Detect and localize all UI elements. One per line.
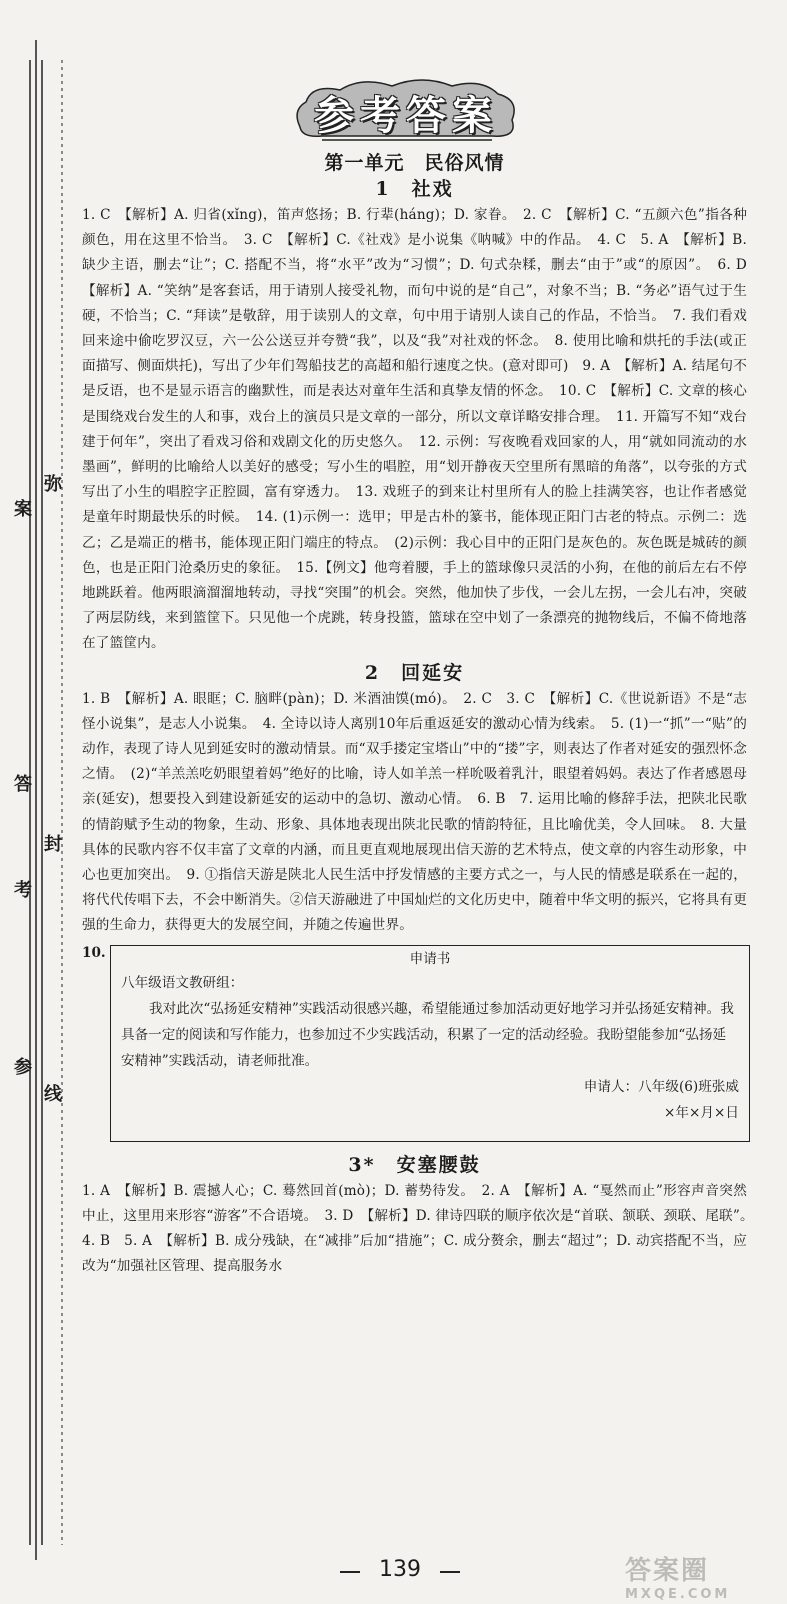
binding-char: 封 (44, 834, 62, 855)
lesson-title-1: 1 社戏 (375, 178, 454, 200)
binding-char: 弥 (44, 474, 62, 495)
application-body: 我对此次“弘扬延安精神”实践活动很感兴趣，希望能通过参加活动更好地学习并弘扬延安精神。我具备一定的阅读和写作能力，也参加过不少实践活动，积累了一定的活动经验。我盼望能参加“弘扬延安精神”实践活动，请老师批准。 (121, 1000, 734, 1069)
page-title: 参考答案 (314, 93, 498, 139)
unit-title: 第一单元 民俗风情 (324, 152, 505, 174)
page-title-banner (292, 72, 520, 144)
application-signature: 申请人：八年级(6)班张威 (583, 1078, 739, 1095)
watermark-text: 答案圈 (625, 1556, 710, 1586)
watermark-url: MXQE.COM (625, 1587, 731, 1602)
lesson-1-answers: 1. C 【解析】A. 归省(xǐng)，笛声悠扬；B. 行辈(háng)；D. 家眷。 2. C 【解析】C. “五颜六色”指各种颜色，用在这里不恰当。 3. C 【解析】C.《社戏》是小说集《呐喊》中的作品。 4. C 5. A 【解析】B. 缺少主语，删去“让”；C. 搭配不当，将“水平”改为“习惯”；D. 句式杂糅，删去“由于”或“的原因”。 6. D 【解析】A. “笑纳”是客套话，用于请别人接受礼物，而句中说的是“自己”，对象不当；B. “务必”语气过于生硬，不恰当；C. “拜读”是敬辞，用于读别人的文章，句中用于请别人读自己的作品，不恰当。 7. 我们看戏回来途中偷吃罗汉豆，六一公公送豆并夸赞“我”，以及“我”对社戏的怀念。 8. 使用比喻和烘托的手法(或正面描写、侧面烘托)，写出了少年们驾船技艺的高超和船行速度之快。(意对即可) 9. A 【解析】A. 结尾句不是反语，也不是显示语言的幽默性，而是表达对童年生活和真挚友情的怀念。 10. C 【解析】C. 文章的核心是围绕戏台发生的人和事，戏台上的演员只是文章的一部分，所以文章详略安排合理。 11. 开篇写不知“戏台建于何年”，突出了看戏习俗和戏剧文化的历史悠久。 12. 示例：写夜晚看戏回家的人，用“就如同流动的水墨画”，鲜明的比喻给人以美好的感受；写小生的唱腔，用“划开静夜天空里所有黑暗的角落”，以夸张的方式写出了小生的唱腔字正腔圆，富有穿透力。 13. 戏班子的到来让村里所有人的脸上挂满笑容，也让作者感觉是童年时期最快乐的时候。 14. (1)示例一：选甲；甲是古朴的篆书，能体现正阳门古老的特点。示例二：选乙；乙是端正的楷书，能体现正阳门端庄的特点。 (2)示例：我心目中的正阳门是灰色的。灰色既是城砖的颜色，也是正阳门沧桑历史的象征。 15.【例文】他弯着腰，手上的篮球像只灵活的小狗，在他的前后左右不停地跳跃着。他两眼滴溜溜地转动，寻找“突围”的机会。突然，他加快了步伐，一会儿左拐，一会儿右冲，突破了两层防线，来到篮筐下。只见他一个虎跳，转身投篮，篮球在空中划了一条漂亮的抛物线后，不偏不倚地落在了篮筐内。 (82, 207, 761, 652)
application-salutation: 八年级语文教研组： (121, 974, 244, 991)
binding-char: 参 (14, 1057, 32, 1078)
binding-char: 线 (44, 1084, 62, 1105)
binding-char: 答 (14, 774, 32, 795)
lesson-3-answers: 1. A 【解析】B. 震撼人心；C. 蓦然回首(mò)；D. 蓄势待发。 2. A 【解析】A. “戛然而止”形容声音突然中止，这里用来形容“游客”不合语境。 3. D 【解析】D. 律诗四联的顺序依次是“首联、颔联、颈联、尾联”。 4. B 5. A 【解析】B. 成分残缺，在“减排”后加“措施”；C. 成分赘余，删去“超过”；D. 动宾搭配不当，应改为“加强社区管理、提高服务水 (82, 1182, 761, 1275)
binding-char: 案 (14, 499, 32, 520)
binding-rules (0, 0, 80, 1600)
watermark-logo (625, 1550, 775, 1602)
question-number: 10. (82, 944, 106, 961)
question-10 (82, 945, 747, 1152)
lesson-title-3: 3* 安塞腰鼓 (348, 1153, 481, 1176)
lesson-title-2: 2 回延安 (364, 661, 465, 684)
application-title: 申请书 (409, 950, 451, 967)
binding-char: 考 (14, 880, 32, 901)
lesson-2-answers: 1. B 【解析】A. 眼眶；C. 脑畔(pàn)；D. 米酒油馍(mó)。 2. C 3. C 【解析】C.《世说新语》不是“志怪小说集”，是志人小说集。 4. 全诗以诗人离别10年后重返延安的激动心情为线索。 5. (1)一“抓”一“贴”的动作，表现了诗人见到延安时的激动情景。而“双手搂定宝塔山”中的“搂”字，则表达了作者对延安的强烈怀念之情。 (2)“羊羔羔吃奶眼望着妈”绝好的比喻，诗人如羊羔一样吮吸着乳汁，眼望着妈妈。表达了作者感恩母亲(延安)，想要投入到建设新延安的运动中的急切、激动心情。 6. B 7. 运用比喻的修辞手法，把陕北民歌的情韵赋予生动的物象，生动、形象、具体地表现出陕北民歌的情韵特征，且比喻优美，令人回味。 8. 大量具体的民歌内容不仅丰富了文章的内涵，而且更直观地展现出信天游的艺术特点，使文章的内容生动形象，中心也更加突出。 9. ①指信天游是陕北人民生活中抒发情感的主要方式之一，与人民的情感是联系在一起的，将代代传唱下去，不会中断消失。②信天游融进了中国灿烂的文化历史中，随着中华文明的振兴，它将具有更强的生命力，获得更大的发展空间，并随之传遍世界。 (82, 690, 747, 934)
page-number: 139 (340, 1557, 460, 1582)
application-date: ×年×月×日 (664, 1104, 739, 1121)
binding-margin (0, 0, 80, 1600)
application-letter-box (110, 945, 750, 1142)
answer-content (82, 150, 761, 1280)
